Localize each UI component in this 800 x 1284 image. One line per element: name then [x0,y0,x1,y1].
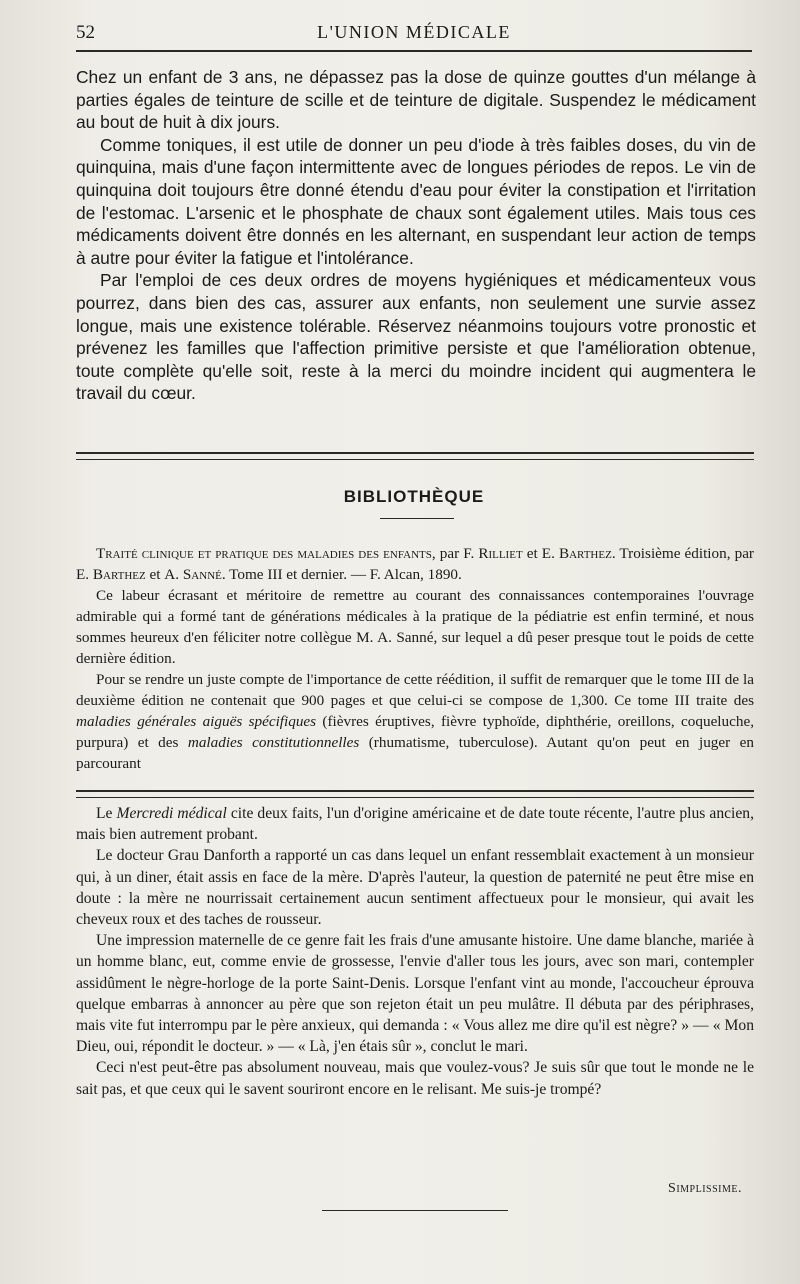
header-rule [76,50,752,52]
paragraph: Ce labeur écrasant et méritoire de remettre au courant des connaissances contemporaines l'ouvrage admirable qui a formé tant de générations médicales à la pratique de la pédiatrie est enfin terminé, et nous sommes heureux d'en féliciter notre collègue M. A. Sanné, sur lequel a dû peser presque tout le poids de cette dernière édition. [76,587,754,667]
paragraph: Le Mercredi médical cite deux faits, l'un d'origine américaine et de date toute récente, l'autre plus ancien, mais bien autrement probant. [76,805,755,844]
end-rule [322,1210,508,1211]
publication-name: Mercredi médical [116,805,227,822]
journal-title: L'UNION MÉDICALE [317,22,511,42]
book-title: Traité clinique et pratique des maladies des enfants [96,545,432,562]
section-title: BIBLIOTHÈQUE [343,487,485,506]
page-number: 52 [76,22,95,43]
page-header [76,18,752,46]
title-underline [380,518,454,519]
article-continuation [76,66,756,405]
editor-name: A. Sanné [164,566,222,583]
paragraph: Pour se rendre un juste compte de l'importance de cette réédition, il suffit de remarquer que le tome III de la deuxième édition ne contenait que 900 pages et que celui-ci se compose de 1,300. Ce tome III traite des maladies générales aiguës spécifiques (fièvres éruptives, fièvre typhoïde, diphthérie, oreillons, coqueluche, purpura) et des maladies constitutionnelles (rhumatisme, tuberculose). Autant qu'on peut en juger en parcourant [76,671,754,772]
author-name: E. Barthez [541,545,612,562]
book-reference: Traité clinique et pratique des maladies des enfants, par F. Rilliet et E. Barthez. Troisième édition, par E. Barthez et A. Sanné. Tome III et dernier. — F. Alcan, 1890. [76,545,754,583]
author-signature: Simplissime. [668,1181,742,1196]
paragraph: Le docteur Grau Danforth a rapporté un cas dans lequel un enfant ressemblait exactement à un monsieur qui, à un diner, était assis en face de la mère. D'après l'auteur, la question de paternité ne peut être mise en doute : la mère ne nourrissait certainement aucun sentiment affectueux pour le monsieur, qui avait les cheveux roux et des taches de rousseur. [76,847,754,929]
emphasis: maladies constitutionnelles [187,734,360,751]
paragraph: Par l'emploi de ces deux ordres de moyens hygiéniques et médicamenteux vous pourrez, dans bien des cas, assurer aux enfants, non seulement une survie assez longue, mais une existence tolérable. Réservez néanmoins toujours votre pronostic et prévenez les familles que l'affection primitive persiste et que l'amélioration obtenue, toute complète qu'elle soit, reste à la merci du moindre incident qui augmentera le travail du cœur. [76,270,756,404]
editor-name: E. Barthez [76,566,146,583]
article-body [76,803,754,1100]
section-divider [76,452,754,460]
paragraph: Chez un enfant de 3 ans, ne dépassez pas la dose de quinze gouttes d'un mélange à parties égales de teinture de scille et de teinture de digitale. Suspendez le médicament au bout de huit à dix jours. [76,67,756,133]
emphasis: maladies générales aiguës spécifiques [76,713,317,730]
paragraph: Comme toniques, il est utile de donner un peu d'iode à très faibles doses, du vin de quinquina, mais d'une façon intermittente avec de longues périodes de repos. Le vin de quinquina doit toujours être donné étendu d'eau pour éviter la constipation et l'irritation de l'estomac. L'arsenic et le phosphate de chaux sont également utiles. Mais tous ces médicaments doivent être donnés en les alternant, en suspendant leur action de temps à autre pour éviter la fatigue et l'intolérance. [76,134,756,268]
book-review [76,543,754,774]
section-divider [76,790,754,798]
author-name: F. Rilliet [463,545,523,562]
paragraph: Ceci n'est peut-être pas absolument nouveau, mais que voulez-vous? Je suis sûr que tout le monde ne le sait pas, et que ceux qui le savent souriront encore en le relisant. Me suis-je trompé? [76,1059,754,1098]
paragraph: Une impression maternelle de ce genre fait les frais d'une amusante histoire. Une dame blanche, mariée à un homme blanc, eut, comme envie de grossesse, l'envie d'aller tous les jours, avec son mari, contempler assidûment le nègre-horloge de la porte Saint-Denis. Lorsque l'enfant vint au monde, l'accoucheur éprouva quelque embarras à annoncer au père que son rejeton était un peu mulâtre. Il débuta par des périphrases, mais vite fut interrompu par le père anxieux, qui demanda : « Vous allez me dire qu'il est nègre? » — « Mon Dieu, oui, répondit le docteur. » — « Là, j'en étais sûr », conclut le mari. [76,932,754,1056]
